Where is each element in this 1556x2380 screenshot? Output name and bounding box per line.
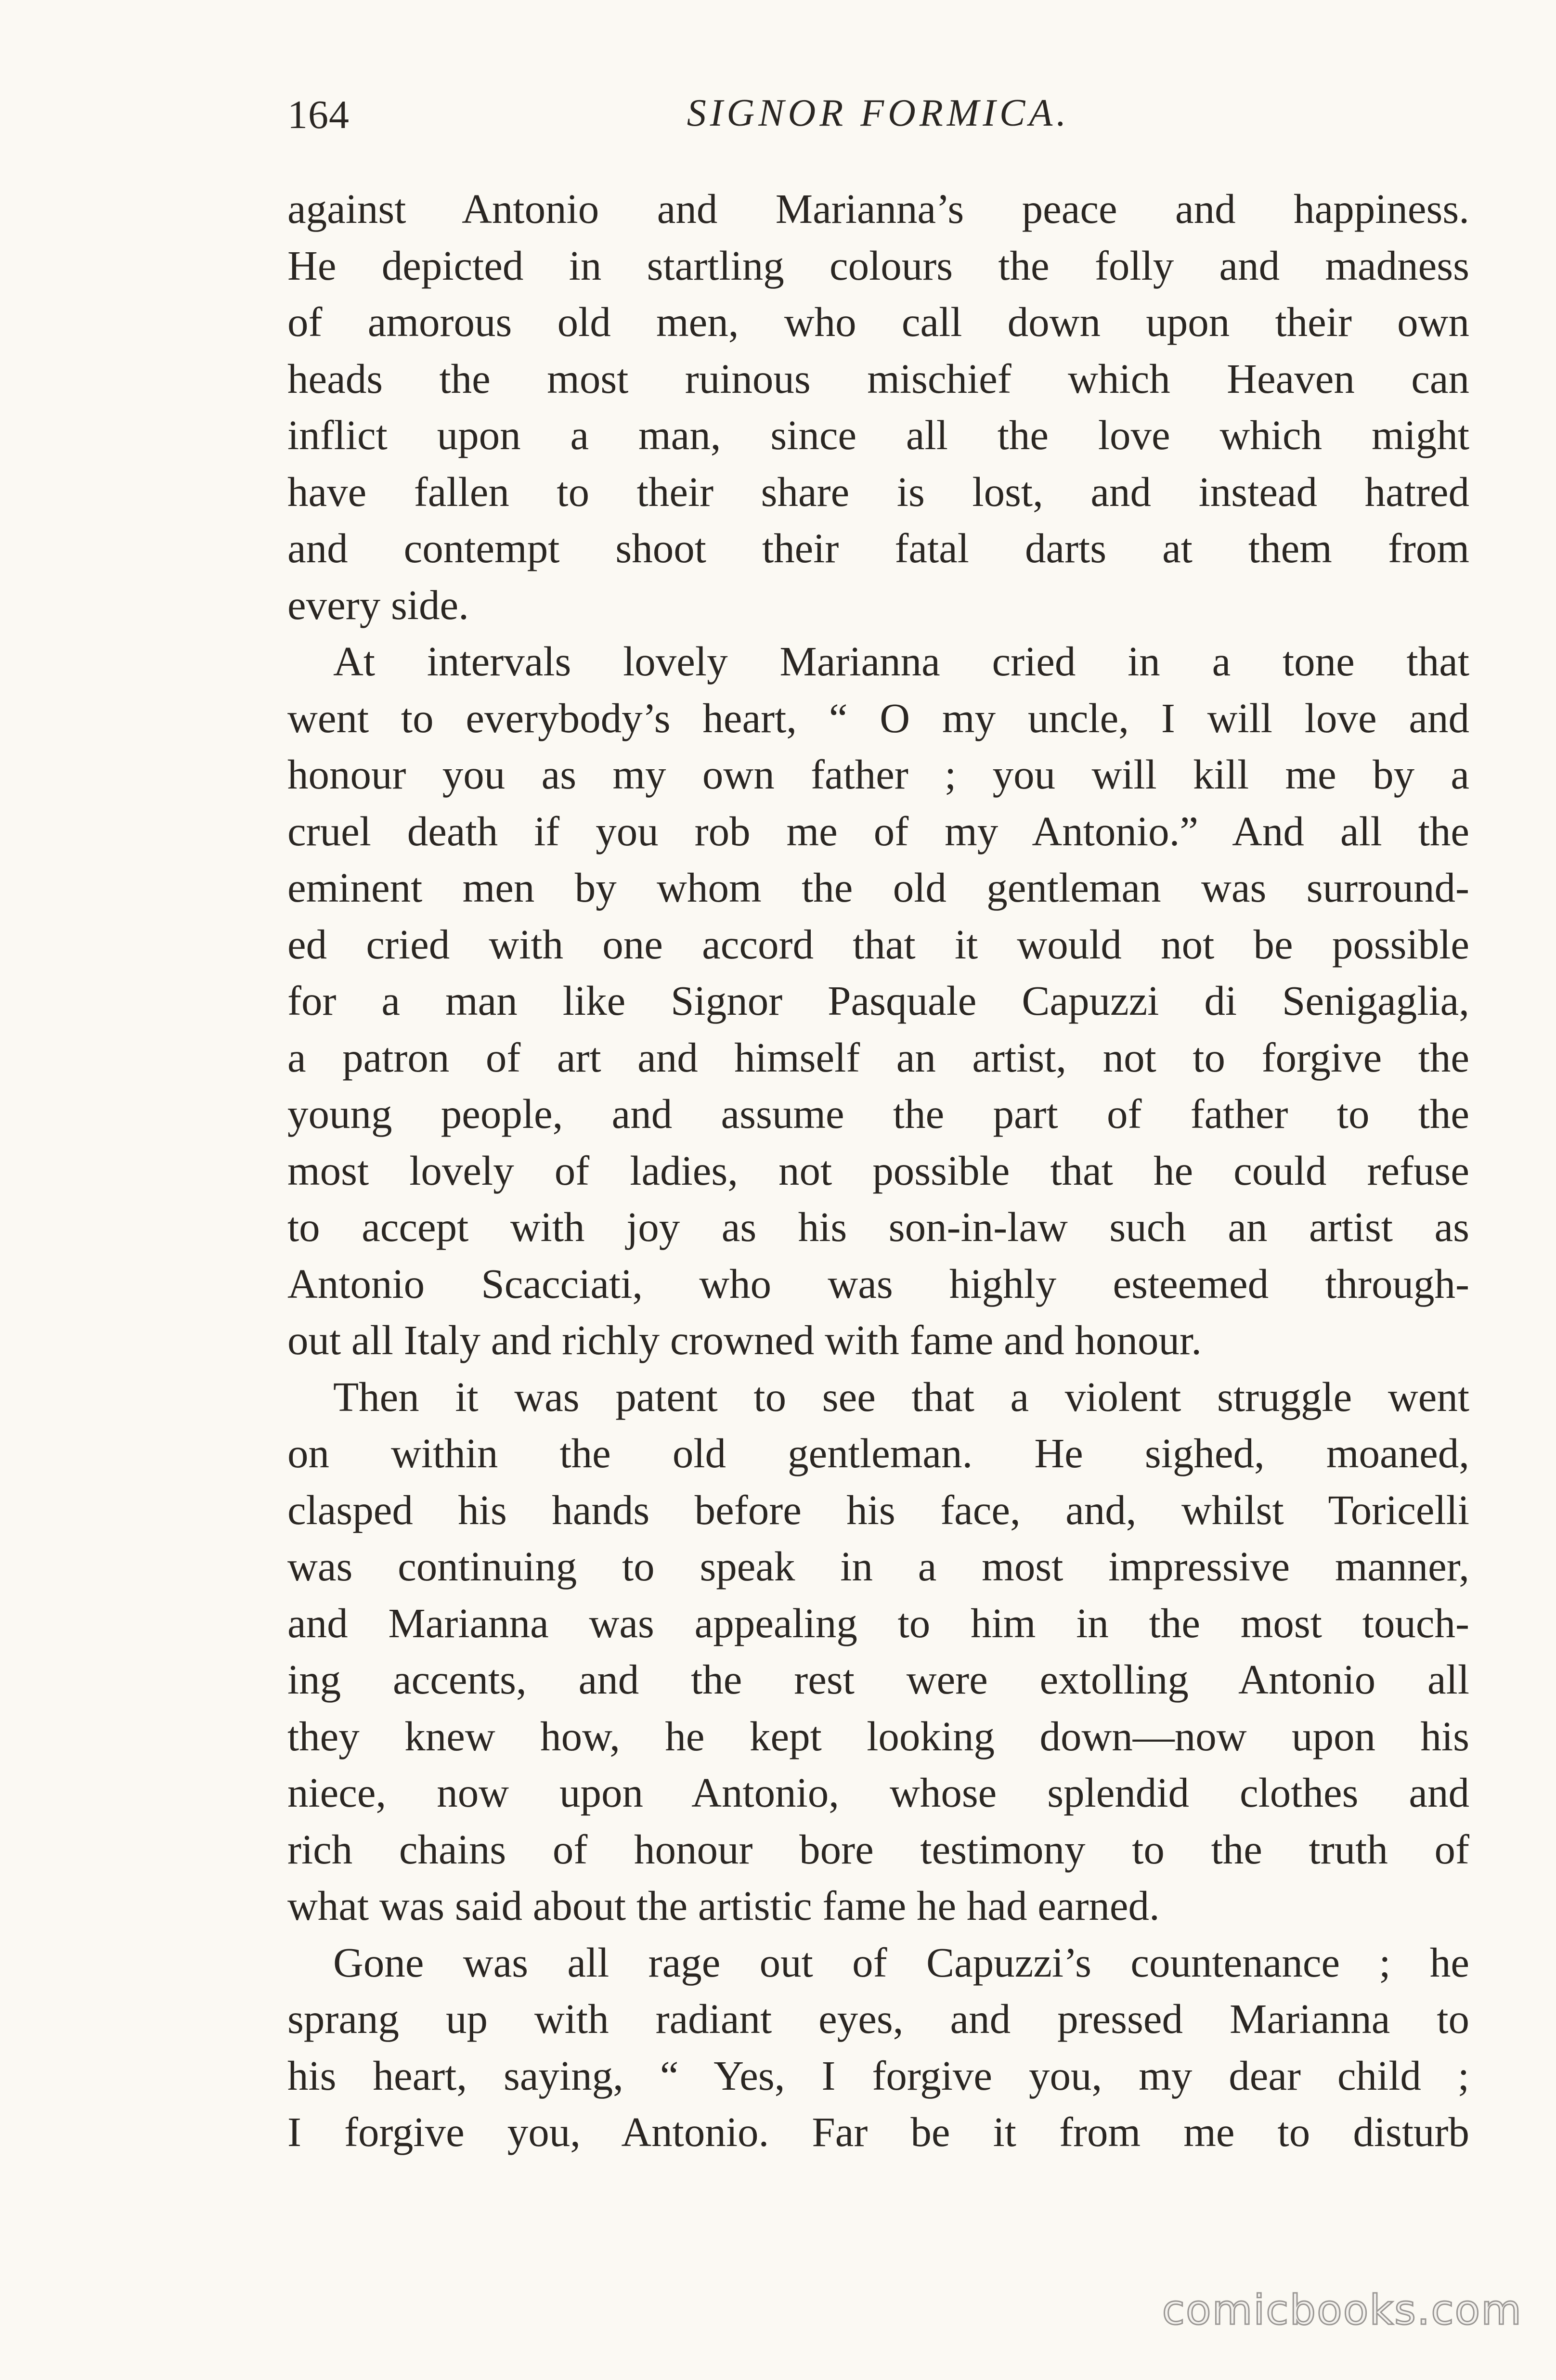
- text-line: niece, now upon Antonio, whose splendid clothes and: [287, 1769, 1469, 1816]
- text-line: and Marianna was appealing to him in the most touch-: [287, 1599, 1469, 1646]
- text-line: I forgive you, Antonio. Far be it from me to disturb: [287, 2108, 1469, 2155]
- watermark: comicbooks.com: [1162, 2286, 1522, 2334]
- text-line: cruel death if you rob me of my Antonio.” And all the: [287, 807, 1469, 854]
- page-header: [287, 91, 1469, 149]
- text-line: against Antonio and Marianna’s peace and happiness.: [287, 185, 1469, 232]
- text-line: to accept with joy as his son-in-law such an artist as: [287, 1203, 1469, 1250]
- text-line: eminent men by whom the old gentleman was surround-: [287, 864, 1469, 911]
- page-number: 164: [287, 92, 350, 137]
- text-line: of amorous old men, who call down upon their own: [287, 298, 1469, 345]
- text-line: clasped his hands before his face, and, whilst Toricelli: [287, 1486, 1469, 1533]
- text-line: for a man like Signor Pasquale Capuzzi di Senigaglia,: [287, 977, 1469, 1024]
- text-line: Gone was all rage out of Capuzzi’s countenance ; he: [333, 1939, 1469, 1986]
- text-line: his heart, saying, “ Yes, I forgive you, my dear child ;: [287, 2052, 1469, 2099]
- body-text: [287, 181, 1469, 2160]
- text-line: was continuing to speak in a most impressive manner,: [287, 1543, 1469, 1590]
- text-line: young people, and assume the part of father to the: [287, 1090, 1469, 1137]
- text-line: honour you as my own father ; you will kill me by a: [287, 751, 1469, 798]
- running-title: SIGNOR FORMICA.: [687, 92, 1070, 134]
- text-line: sprang up with radiant eyes, and pressed Marianna to: [287, 1995, 1469, 2042]
- text-line: ed cried with one accord that it would not be possible: [287, 920, 1469, 968]
- text-line: Antonio Scacciati, who was highly esteemed through-: [287, 1260, 1469, 1307]
- text-line: He depicted in startling colours the folly and madness: [287, 242, 1469, 289]
- text-line: and contempt shoot their fatal darts at them from: [287, 525, 1469, 571]
- text-line: inflict upon a man, since all the love which might: [287, 412, 1469, 458]
- text-line: went to everybody’s heart, “ O my uncle, I will love and: [287, 694, 1469, 741]
- text-line: every side.: [287, 581, 469, 628]
- text-line: what was said about the artistic fame he had earned.: [287, 1882, 1160, 1929]
- text-line: most lovely of ladies, not possible that he could refuse: [287, 1147, 1469, 1194]
- text-line: have fallen to their share is lost, and instead hatred: [287, 468, 1469, 515]
- text-line: heads the most ruinous mischief which Heaven can: [287, 355, 1469, 402]
- text-line: they knew how, he kept looking down—now upon his: [287, 1712, 1469, 1759]
- text-line: rich chains of honour bore testimony to the truth of: [287, 1825, 1469, 1873]
- text-line: At intervals lovely Marianna cried in a tone that: [333, 638, 1469, 685]
- text-line: out all Italy and richly crowned with fame and honour.: [287, 1317, 1202, 1363]
- text-line: ing accents, and the rest were extolling Antonio all: [287, 1656, 1469, 1703]
- text-line: Then it was patent to see that a violent struggle went: [333, 1373, 1469, 1420]
- text-line: on within the old gentleman. He sighed, moaned,: [287, 1430, 1469, 1476]
- text-line: a patron of art and himself an artist, not to forgive the: [287, 1034, 1469, 1081]
